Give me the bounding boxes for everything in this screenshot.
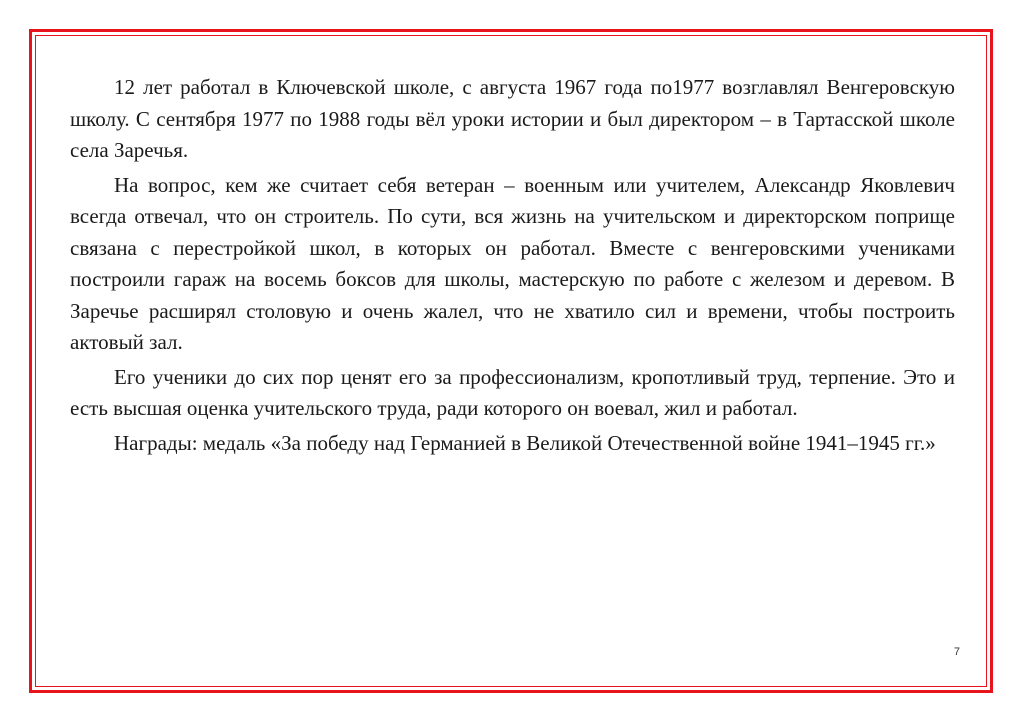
paragraph-1: 12 лет работал в Ключевской школе, с августа 1967 года по1977 возглавлял Венгеровскую школу. С сентября 1977 по 1988 годы вёл уроки истории и был директором – в Тартасской школе села Заречья. xyxy=(70,75,955,162)
page-number: 7 xyxy=(953,646,960,658)
paragraph-4: Награды: медаль «За победу над Германией в Великой Отечественной войне 1941–1945 гг.» xyxy=(114,430,936,455)
paragraph-2: На вопрос, кем же считает себя ветеран – военным или учителем, Александр Яковлевич всегда отвечал, что он строитель. По сути, вся жизнь на учительском и директорском поприще связана с перестройкой школ, в которых он работал. Вместе с венгеровскими учениками построили гараж на восемь боксов для школы, мастерскую по работе с железом и деревом. В Заречье расширял столовую и очень жалел, что не хватило сил и времени, чтобы построить актовый зал. xyxy=(70,172,955,354)
body-text xyxy=(70,72,955,462)
paragraph-3: Его ученики до сих пор ценят его за профессионализм, кропотливый труд, терпение. Это и есть высшая оценка учительского труда, ради которого он воевал, жил и работал. xyxy=(70,364,955,420)
